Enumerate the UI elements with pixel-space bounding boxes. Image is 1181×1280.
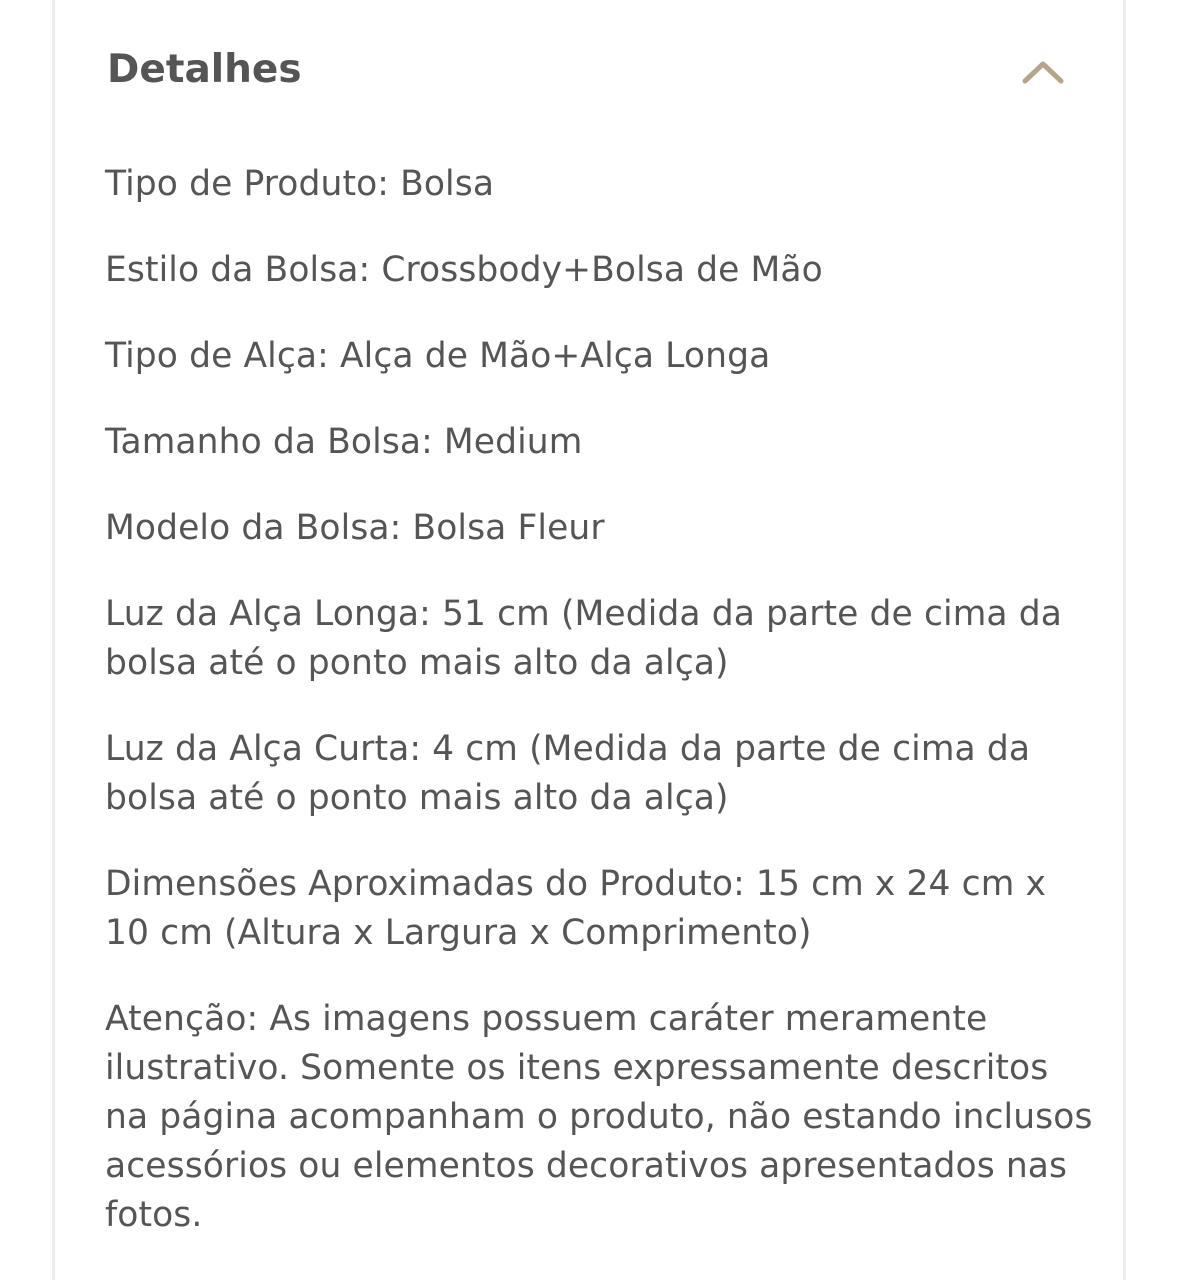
detail-long-strap-drop: Luz da Alça Longa: 51 cm (Medida da parte de cima da bolsa até o ponto mais alto da alça)	[105, 594, 1062, 683]
detail-bag-style: Estilo da Bolsa: Crossbody+Bolsa de Mão	[105, 250, 823, 290]
detail-short-strap-drop: Luz da Alça Curta: 4 cm (Medida da parte de cima da bolsa até o ponto mais alto da alça)	[105, 729, 1031, 818]
chevron-up-icon[interactable]	[1019, 48, 1067, 96]
detail-bag-size: Tamanho da Bolsa: Medium	[105, 422, 583, 462]
details-header[interactable]	[107, 44, 1067, 100]
detail-bag-model: Modelo da Bolsa: Bolsa Fleur	[105, 508, 605, 548]
details-list	[105, 160, 1095, 1240]
detail-product-type: Tipo de Produto: Bolsa	[105, 164, 495, 204]
detail-strap-type: Tipo de Alça: Alça de Mão+Alça Longa	[105, 336, 771, 376]
section-title: Detalhes	[107, 47, 302, 92]
detail-notice: Atenção: As imagens possuem caráter meramente ilustrativo. Somente os itens expressamente descritos na página acompanham o produto, não estando inclusos acessórios ou elementos decorativos apresentados nas fotos.	[105, 999, 1093, 1235]
detail-dimensions: Dimensões Aproximadas do Produto: 15 cm x 24 cm x 10 cm (Altura x Largura x Comprimento)	[105, 864, 1047, 953]
